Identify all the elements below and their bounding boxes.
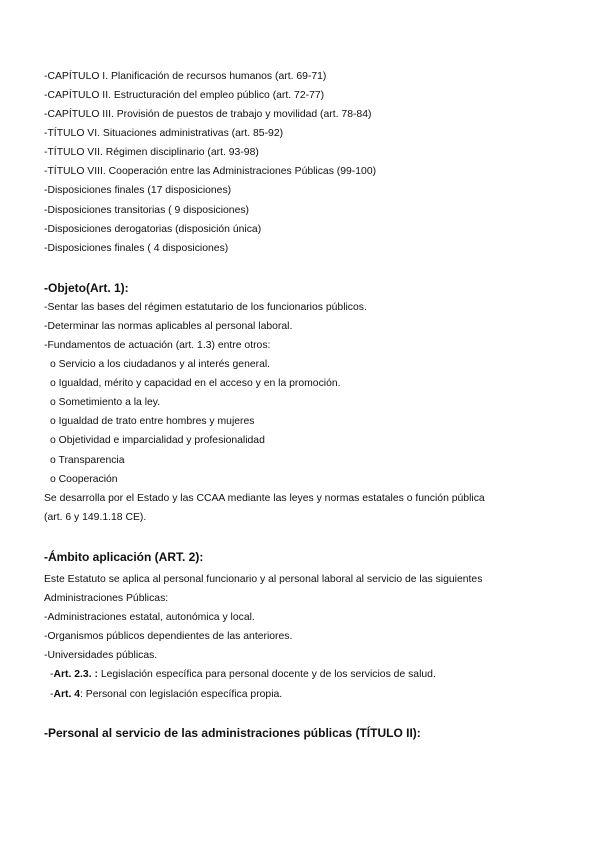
objeto-item: -Sentar las bases del régimen estatutario de los funcionarios públicos. (44, 302, 367, 313)
article-text: : Personal con legislación específica propia. (80, 689, 283, 700)
index-item: -CAPÍTULO III. Provisión de puestos de trabajo y movilidad (art. 78-84) (44, 109, 372, 120)
objeto-paragraph-line: (art. 6 y 149.1.18 CE). (44, 512, 147, 523)
index-item: -CAPÍTULO I. Planificación de recursos humanos (art. 69-71) (44, 71, 327, 82)
index-item: -TÍTULO VII. Régimen disciplinario (art. 93-98) (44, 147, 259, 158)
objeto-bullet: o Servicio a los ciudadanos y al interés general. (50, 359, 271, 370)
section-heading-ambito: -Ámbito aplicación (ART. 2): (44, 550, 204, 564)
article-text: Legislación específica para personal docente y de los servicios de salud. (97, 669, 436, 680)
section-heading-objeto: -Objeto(Art. 1): (44, 281, 129, 295)
ambito-intro-line: Administraciones Públicas: (44, 593, 169, 604)
index-item: -Disposiciones finales (17 disposiciones) (44, 185, 232, 196)
index-item: -Disposiciones derogatorias (disposición única) (44, 224, 262, 235)
article-label: Art. 2.3. : (53, 669, 98, 680)
index-item: -TÍTULO VI. Situaciones administrativas (art. 85-92) (44, 128, 284, 139)
objeto-bullet: o Cooperación (50, 474, 118, 485)
objeto-bullet: o Igualdad, mérito y capacidad en el acceso y en la promoción. (50, 378, 341, 389)
ambito-item: -Organismos públicos dependientes de las anteriores. (44, 631, 293, 642)
objeto-bullet: o Igualdad de trato entre hombres y mujeres (50, 416, 255, 427)
ambito-article (50, 688, 282, 702)
objeto-bullet: o Objetividad e imparcialidad y profesionalidad (50, 435, 265, 446)
ambito-item: -Universidades públicas. (44, 650, 158, 661)
ambito-item: -Administraciones estatal, autonómica y local. (44, 612, 255, 623)
objeto-item: -Determinar las normas aplicables al personal laboral. (44, 321, 293, 332)
article-prefix: - (50, 669, 54, 680)
article-label: Art. 4 (53, 689, 81, 700)
index-item: -CAPÍTULO II. Estructuración del empleo público (art. 72-77) (44, 90, 325, 101)
index-item: -Disposiciones transitorias ( 9 disposiciones) (44, 205, 250, 216)
objeto-bullet: o Transparencia (50, 455, 125, 466)
ambito-intro-line: Este Estatuto se aplica al personal funcionario y al personal laboral al servicio de las siguientes (44, 574, 483, 585)
ambito-article (50, 668, 436, 682)
objeto-item: -Fundamentos de actuación (art. 1.3) entre otros: (44, 340, 271, 351)
section-heading-personal: -Personal al servicio de las administraciones públicas (TÍTULO II): (44, 726, 421, 740)
objeto-bullet: o Sometimiento a la ley. (50, 397, 161, 408)
index-item: -Disposiciones finales ( 4 disposiciones) (44, 243, 229, 254)
index-item: -TÍTULO VIII. Cooperación entre las Administraciones Públicas (99-100) (44, 166, 377, 177)
objeto-paragraph-line: Se desarrolla por el Estado y las CCAA mediante las leyes y normas estatales o función pública (44, 493, 485, 504)
article-prefix: - (50, 689, 54, 700)
